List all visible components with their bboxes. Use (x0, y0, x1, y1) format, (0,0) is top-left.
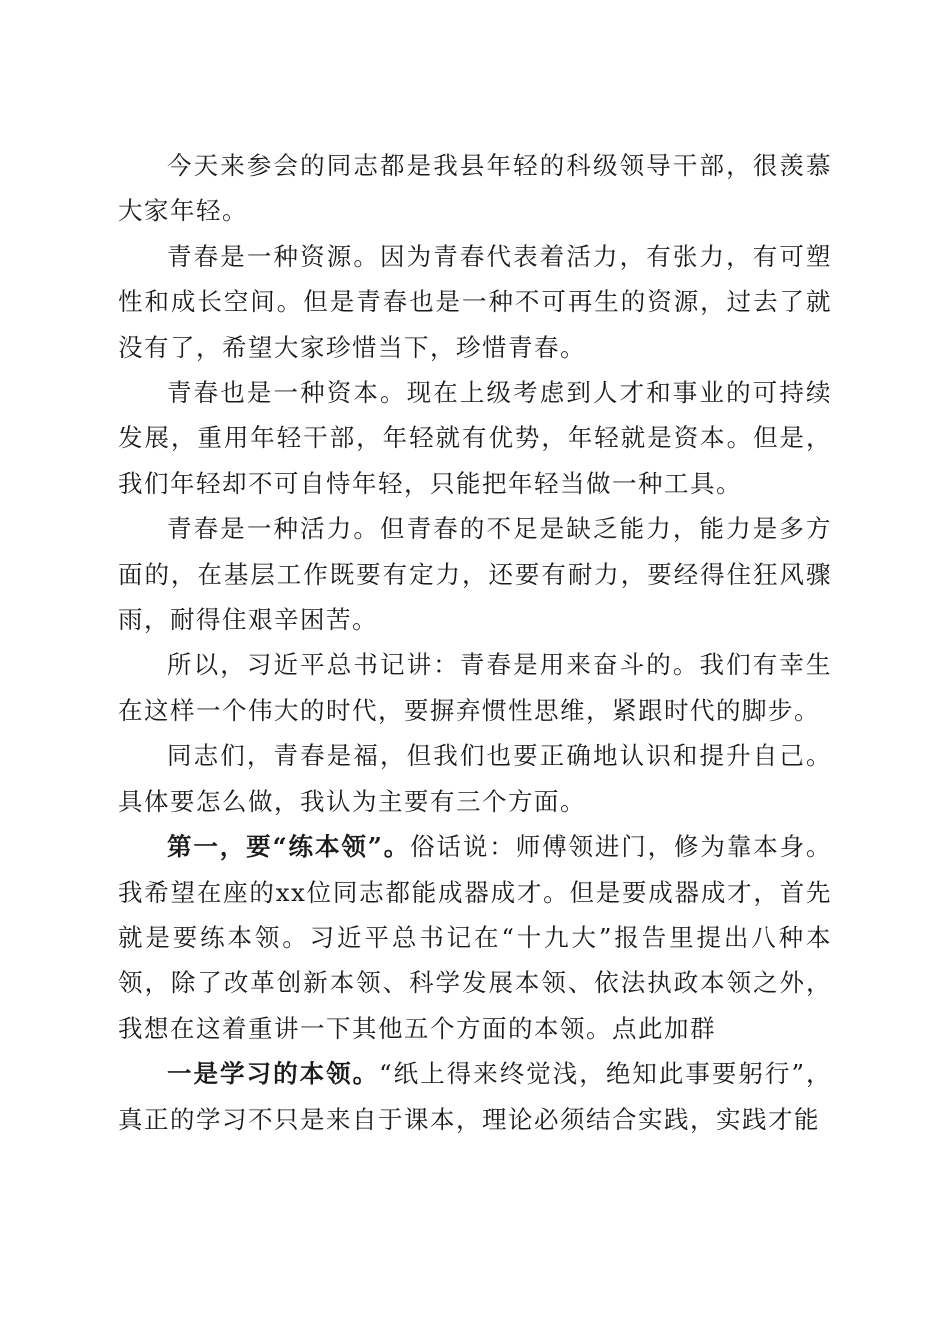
paragraph-8-lead: 一是学习的本领。 (167, 1059, 380, 1089)
paragraph-5-text: 所以，习近平总书记讲：青春是用来奋斗的。我们有幸生在这样一个伟大的时代，要摒弃惯性思维，紧跟时代的脚步。 (118, 650, 832, 725)
paragraph-3 (118, 370, 832, 506)
paragraph-6 (118, 733, 832, 824)
paragraph-7-text: 俗话说：师傅领进门，修为靠本身。我希望在座的xx位同志都能成器成才。但是要成器成才，首先就是要练本领。习近平总书记在“十九大”报告里提出八种本领，除了改革创新本领、科学发展本领、依法执政本领之外，我想在这着重讲一下其他五个方面的本领。点此加群 (118, 832, 832, 1043)
paragraph-8 (118, 1051, 832, 1142)
paragraph-7 (118, 824, 832, 1051)
paragraph-4-text: 青春是一种活力。但青春的不足是缺乏能力，能力是多方面的，在基层工作既要有定力，还要有耐力，要经得住狂风骤雨，耐得住艰辛困苦。 (118, 514, 832, 635)
paragraph-2 (118, 234, 832, 370)
paragraph-4 (118, 506, 832, 642)
document-page (118, 143, 832, 1142)
paragraph-5 (118, 642, 832, 733)
paragraph-7-lead: 第一，要“练本领”。 (167, 832, 411, 862)
paragraph-6-text: 同志们，青春是福，但我们也要正确地认识和提升自己。具体要怎么做，我认为主要有三个方面。 (118, 741, 832, 816)
paragraph-8-text: “纸上得来终觉浅，绝知此事要躬行”，真正的学习不只是来自于课本，理论必须结合实践，实践才能 (118, 1059, 832, 1134)
paragraph-2-text: 青春是一种资源。因为青春代表着活力，有张力，有可塑性和成长空间。但是青春也是一种不可再生的资源，过去了就没有了，希望大家珍惜当下，珍惜青春。 (118, 241, 832, 362)
paragraph-1 (118, 143, 832, 234)
paragraph-3-text: 青春也是一种资本。现在上级考虑到人才和事业的可持续发展，重用年轻干部，年轻就有优势，年轻就是资本。但是，我们年轻却不可自恃年轻，只能把年轻当做一种工具。 (118, 378, 832, 498)
paragraph-1-text: 今天来参会的同志都是我县年轻的科级领导干部，很羡慕大家年轻。 (118, 151, 832, 226)
